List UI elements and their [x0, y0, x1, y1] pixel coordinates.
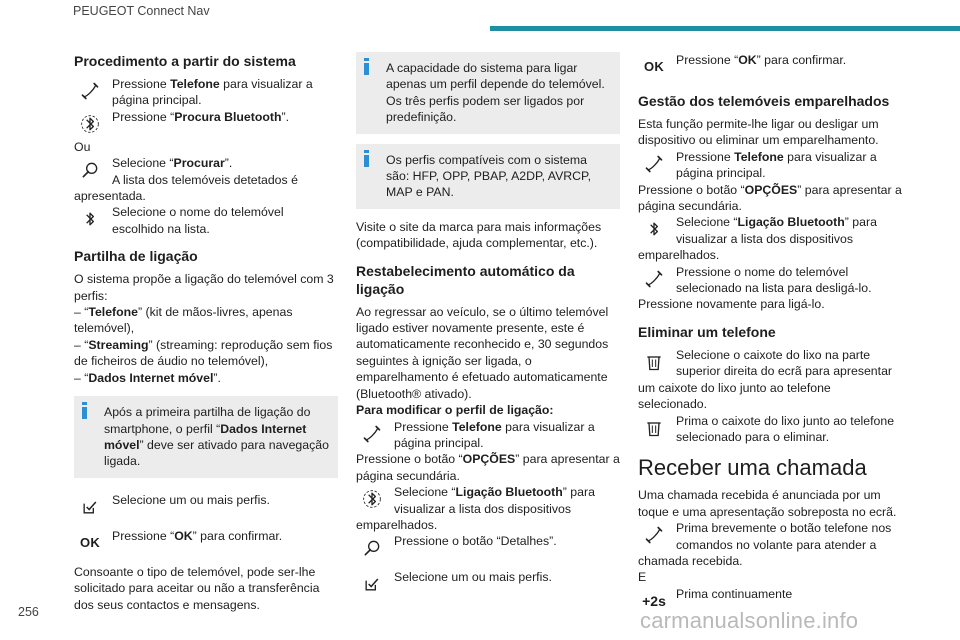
watermark: carmanualsonline.info	[640, 608, 859, 633]
step-select-profiles-2: Selecione um ou mais perfis.	[356, 569, 620, 599]
column-1	[74, 52, 338, 613]
step-procurar: Selecione “Procurar”. A lista dos telemóveis detetados é	[74, 155, 338, 188]
step-press-telefone-3: Pressione Telefone para visualizar a página principal.	[638, 149, 902, 182]
step-ligacao-bluetooth: Selecione “Ligação Bluetooth” para visualizar a lista dos dispositivos	[356, 484, 620, 517]
step-press-briefly: Prima brevemente o botão telefone nos comandos no volante para atender a	[638, 520, 902, 553]
text-emparelhados: emparelhados.	[356, 517, 438, 532]
step-press-continuously: +2s Prima continuamente	[638, 586, 902, 616]
visit-text: Visite o site da marca para mais informações (compatibilidade, ajuda complementar, etc.).	[356, 219, 602, 251]
info-icon	[82, 402, 88, 419]
column-3	[638, 52, 902, 616]
phone-icon	[642, 267, 666, 291]
recv-cont-text: chamada recebida.	[638, 553, 743, 568]
modify-title: Para modificar o perfil de ligação:	[356, 403, 554, 418]
share-intro: O sistema propõe a ligação do telemóvel com 3 perfis:	[74, 272, 334, 303]
press-again-text: Pressione novamente para ligá-lo.	[638, 297, 825, 312]
info-icon	[364, 150, 370, 167]
step-select-profiles: Selecione um ou mais perfis.	[74, 492, 338, 522]
page-number: 256	[18, 605, 39, 619]
step-detalhes: Pressione o botão “Detalhes”.	[356, 533, 620, 563]
magnifier-icon	[360, 536, 384, 560]
info-box-profiles: Os perfis compatíveis com o sistema são: HFP, OPP, PBAP, A2DP, AVRCP, MAP e PAN.	[356, 144, 620, 209]
step-procura-bluetooth: Pressione “Procura Bluetooth”.	[74, 109, 338, 139]
step-press-ok: OK Pressione “OK” para confirmar.	[74, 528, 338, 558]
step-press-telefone: Pressione Telefone para visualizar a página principal.	[74, 76, 338, 109]
phone-icon	[642, 152, 666, 176]
ok-icon: OK	[643, 58, 665, 74]
header-accent-bar	[490, 26, 960, 31]
trash-icon	[642, 350, 666, 374]
press-options-text-2: Pressione o botão “OPÇÕES” para apresentar a página secundária.	[638, 182, 902, 214]
step-press-trash: Prima o caixote do lixo junto ao telefone selecionado para o eliminar.	[638, 413, 902, 446]
info-box-capacity: A capacidade do sistema para ligar apenas um perfil depende do telemóvel. Os três perfis podem ser ligados por predefinição.	[356, 52, 620, 134]
checkbox-check-icon	[78, 495, 102, 519]
heading-manage: Gestão dos telemóveis emparelhados	[638, 93, 890, 109]
step-select-trash: Selecione o caixote do lixo na parte superior direita do ecrã para apresentar	[638, 347, 902, 380]
plus-2s-icon: +2s	[642, 592, 666, 609]
manage-intro: Esta função permite-lhe ligar ou desligar um dispositivo ou eliminar um emparelhamento.	[638, 117, 879, 148]
heading-delete: Eliminar um telefone	[638, 323, 776, 340]
step-press-phone-name: Pressione o nome do telemóvel selecionado na lista para desligá-lo.	[638, 264, 902, 297]
info-icon	[364, 58, 370, 75]
heading-receive-call: Receber uma chamada	[638, 455, 867, 481]
share-item-dados: – “Dados Internet móvel”.	[74, 370, 221, 385]
checkbox-check-icon	[360, 572, 384, 596]
column-2	[356, 52, 620, 599]
restore-text: Ao regressar ao veículo, se o último telemóvel ligado estiver novamente presente, este é automaticamente reconhecido e, 30 segundos seguintes à ignição ser ligada, o emparelhamento é efetuado automaticamente (Bluetooth® ativado).	[356, 304, 609, 401]
press-options-text: Pressione o botão “OPÇÕES” para apresentar a página secundária.	[356, 452, 620, 483]
heading-share: Partilha de ligação	[74, 248, 198, 265]
bluetooth-icon	[78, 112, 102, 136]
header-title: PEUGEOT Connect Nav	[73, 4, 210, 18]
text-e: E	[638, 570, 647, 585]
text-apresentada: apresentada.	[74, 189, 146, 204]
phone-icon	[642, 523, 666, 547]
heading-procedure: Procedimento a partir do sistema	[74, 53, 296, 69]
phone-icon	[78, 79, 102, 103]
info-box-first-share: Após a primeira partilha de ligação do smartphone, o perfil “Dados Internet móvel” deve ser ativado para navegação ligada.	[74, 396, 338, 478]
trash-cont-text: um caixote do lixo junto ao telefone selecionado.	[638, 380, 831, 412]
step-ligacao-bluetooth-2: Selecione “Ligação Bluetooth” para visualizar a lista dos dispositivos	[638, 214, 902, 247]
receive-intro: Uma chamada recebida é anunciada por um toque e uma apresentação sobreposta no ecrã.	[638, 488, 897, 519]
text-emparelhados-2: emparelhados.	[638, 248, 720, 263]
bluetooth-icon	[78, 207, 102, 231]
ok-icon: OK	[79, 534, 101, 550]
bluetooth-icon	[360, 487, 384, 511]
magnifier-icon	[78, 158, 102, 182]
step-select-phone-name: Selecione o nome do telemóvel escolhido na lista.	[74, 204, 338, 237]
step-press-telefone-2: Pressione Telefone para visualizar a página principal.	[356, 419, 620, 452]
trash-icon	[642, 416, 666, 440]
closing-text: Consoante o tipo de telemóvel, pode ser-lhe solicitado para aceitar ou não a transferência dos seus contactos e mensagens.	[74, 564, 320, 612]
bluetooth-icon	[642, 217, 666, 241]
heading-restore: Restabelecimento automático da ligação	[356, 262, 575, 297]
phone-icon	[360, 422, 384, 446]
share-item-telefone: – “Telefone” (kit de mãos-livres, apenas telemóvel),	[74, 305, 293, 336]
share-item-streaming: – “Streaming” (streaming: reprodução sem fios de ficheiros de áudio no telemóvel),	[74, 337, 333, 369]
text-ou: Ou	[74, 139, 91, 154]
step-press-ok-2: OK Pressione “OK” para confirmar.	[638, 52, 902, 82]
